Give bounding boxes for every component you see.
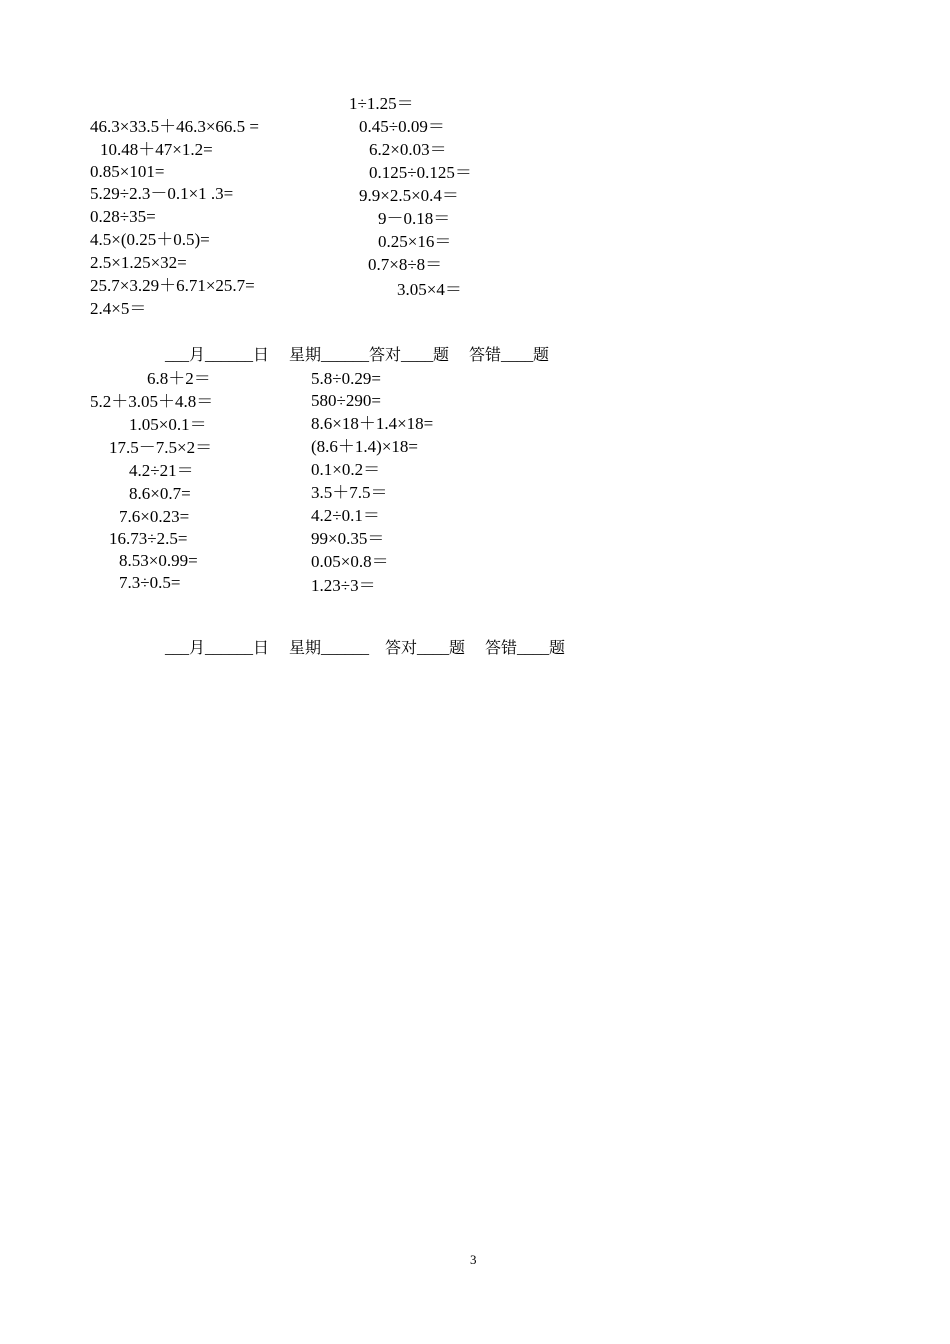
problem-s1-left-5: 0.28÷35=: [90, 207, 156, 226]
problem-s1-left-1: 46.3×33.5＋46.3×66.5 =: [90, 117, 260, 136]
problem-s1-right-7: 0.25×16＝: [378, 232, 452, 251]
problem-s1-right-3: 6.2×0.03＝: [369, 140, 447, 159]
problem-s2-right-6: 3.5＋7.5＝: [311, 483, 388, 502]
problem-s2-right-2: 580÷290=: [311, 391, 381, 410]
problem-s2-left-4: 17.5－7.5×2＝: [109, 438, 213, 457]
problem-s2-right-9: 0.05×0.8＝: [311, 552, 389, 571]
problem-s2-left-5: 4.2÷21＝: [129, 461, 194, 480]
problem-s2-right-4: (8.6＋1.4)×18=: [311, 437, 418, 456]
problem-s2-left-6: 8.6×0.7=: [129, 484, 191, 503]
problem-s2-right-5: 0.1×0.2＝: [311, 460, 381, 479]
problem-s1-left-6: 4.5×(0.25＋0.5)=: [90, 230, 210, 249]
page-number: 3: [470, 1252, 477, 1267]
problem-s1-left-8: 25.7×3.29＋6.71×25.7=: [90, 276, 255, 295]
problem-s2-right-3: 8.6×18＋1.4×18=: [311, 414, 434, 433]
problem-s1-left-2: 10.48＋47×1.2=: [100, 140, 213, 159]
problem-s2-left-1: 6.8＋2＝: [147, 369, 211, 388]
date-score-header-2: ___月______日 星期______ 答对____题 答错____题: [165, 640, 566, 657]
problem-s2-right-8: 99×0.35＝: [311, 529, 385, 548]
problem-s1-left-9: 2.4×5＝: [90, 299, 147, 318]
problem-s2-right-10: 1.23÷3＝: [311, 576, 376, 595]
problem-s1-right-2: 0.45÷0.09＝: [359, 117, 445, 136]
problem-s1-left-4: 5.29÷2.3－0.1×1 .3=: [90, 184, 234, 203]
problem-s2-left-10: 7.3÷0.5=: [119, 573, 181, 592]
problem-s1-right-9: 3.05×4＝: [397, 280, 462, 299]
problem-s1-right-4: 0.125÷0.125＝: [369, 163, 472, 182]
problem-s2-left-2: 5.2＋3.05＋4.8＝: [90, 392, 214, 411]
problem-s2-right-1: 5.8÷0.29=: [311, 369, 381, 388]
date-score-header: ___月______日 星期______答对____题 答错____题: [165, 347, 550, 364]
problem-s2-left-3: 1.05×0.1＝: [129, 415, 207, 434]
problem-s2-right-7: 4.2÷0.1＝: [311, 506, 380, 525]
problem-s1-right-1: 1÷1.25＝: [349, 94, 414, 113]
problem-s1-left-3: 0.85×101=: [90, 162, 165, 181]
problem-s1-right-6: 9－0.18＝: [378, 209, 451, 228]
problem-s1-left-7: 2.5×1.25×32=: [90, 253, 187, 272]
problem-s2-left-7: 7.6×0.23=: [119, 507, 190, 526]
problem-s1-right-8: 0.7×8÷8＝: [368, 255, 443, 274]
problem-s1-right-5: 9.9×2.5×0.4＝: [359, 186, 459, 205]
problem-s2-left-8: 16.73÷2.5=: [109, 529, 188, 548]
problem-s2-left-9: 8.53×0.99=: [119, 551, 198, 570]
